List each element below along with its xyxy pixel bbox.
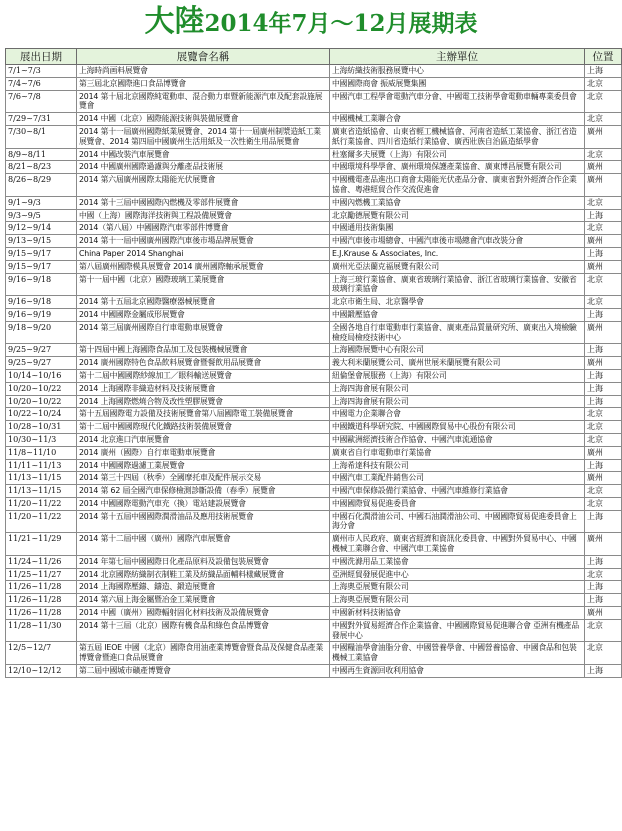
exhibition-name-cell: 2014 中國（廣州）國際輻射固化材料技術及設備展覽會 xyxy=(77,607,330,620)
organizer-cell: 中國內燃機工業協會 xyxy=(330,196,585,209)
location-cell: 上海 xyxy=(585,395,622,408)
date-cell: 9/1~9/3 xyxy=(6,196,77,209)
organizer-cell: 上海國際展覽中心有限公司 xyxy=(330,344,585,357)
location-cell: 北京 xyxy=(585,619,622,642)
date-cell: 9/25~9/27 xyxy=(6,344,77,357)
organizer-cell: 中國汽車工業配件銷售公司 xyxy=(330,472,585,485)
exhibition-name-cell: 2014 中國國際電動汽車充（換）電站建設展覽會 xyxy=(77,497,330,510)
date-cell: 7/30~8/1 xyxy=(6,125,77,148)
exhibition-name-cell: 第二屆中國城市礦產博覽會 xyxy=(77,665,330,678)
exhibition-name-cell: 2014 第十三屆（北京）國際有機食品和綠色食品博覽會 xyxy=(77,619,330,642)
title-region: 大陸 xyxy=(144,4,205,39)
table-row xyxy=(6,421,622,434)
date-cell: 10/20~10/22 xyxy=(6,382,77,395)
table-row xyxy=(6,308,622,321)
exhibition-name-cell: 2014 第六屆廣州國際太陽能光伏展覽會 xyxy=(77,174,330,197)
date-cell: 7/1~7/3 xyxy=(6,65,77,78)
location-cell: 上海 xyxy=(585,581,622,594)
exhibition-name-cell: 2014 第三屆廣州國際自行車電動車展覽會 xyxy=(77,321,330,344)
date-cell: 11/11~11/13 xyxy=(6,459,77,472)
date-cell: 9/18~9/20 xyxy=(6,321,77,344)
date-cell: 11/25~11/27 xyxy=(6,568,77,581)
date-cell: 9/16~9/18 xyxy=(6,296,77,309)
exhibition-name-cell: 2014 第十一屆中國廣州國際汽車後市場品牌展覽會 xyxy=(77,235,330,248)
page-title xyxy=(0,0,622,44)
organizer-cell: 全國各地自行車電動車行業協會、廣東產品質量研究所、廣東出入境檢驗檢疫局檢疫技術中心 xyxy=(330,321,585,344)
location-cell: 北京 xyxy=(585,113,622,126)
date-cell: 11/8~11/10 xyxy=(6,446,77,459)
location-cell: 北京 xyxy=(585,497,622,510)
organizer-cell: 中國新材料技術協會 xyxy=(330,607,585,620)
location-cell: 廣州 xyxy=(585,125,622,148)
location-cell: 上海 xyxy=(585,459,622,472)
organizer-cell: 中國糧油學會油脂分會、中國營養學會、中國營養協會、中國食品和包裝機械工業協會 xyxy=(330,642,585,665)
location-cell: 北京 xyxy=(585,77,622,90)
organizer-cell: 北京市衛生局、北京醫學會 xyxy=(330,296,585,309)
table-row xyxy=(6,555,622,568)
location-cell: 廣州 xyxy=(585,533,622,556)
organizer-cell: 上海紡織技術服務展覽中心 xyxy=(330,65,585,78)
table-row xyxy=(6,485,622,498)
date-cell: 7/6~7/8 xyxy=(6,90,77,113)
date-cell: 11/28~11/30 xyxy=(6,619,77,642)
date-cell: 11/26~11/28 xyxy=(6,594,77,607)
exhibition-name-cell: 2014 廣州（國際）自行車電動車展覽會 xyxy=(77,446,330,459)
date-cell: 10/30~11/3 xyxy=(6,433,77,446)
table-row xyxy=(6,581,622,594)
location-cell: 上海 xyxy=(585,594,622,607)
date-cell: 9/15~9/17 xyxy=(6,260,77,273)
organizer-cell: 北京勵德展覽有限公司 xyxy=(330,209,585,222)
location-cell: 北京 xyxy=(585,485,622,498)
location-cell: 廣州 xyxy=(585,321,622,344)
organizer-cell: 中國國際貿易促進委員會 xyxy=(330,497,585,510)
organizer-cell: 上海四海會展有限公司 xyxy=(330,382,585,395)
exhibition-name-cell: 2014（第八屆）中國國際汽車零部件博覽會 xyxy=(77,222,330,235)
organizer-cell: 中國再生資源回收利用協會 xyxy=(330,665,585,678)
organizer-cell: 上海奧亞展覽有限公司 xyxy=(330,594,585,607)
table-row xyxy=(6,395,622,408)
table-row xyxy=(6,209,622,222)
organizer-cell: 中國鐵道科學研究院、中國國際貿易中心股份有限公司 xyxy=(330,421,585,434)
date-cell: 9/15~9/17 xyxy=(6,247,77,260)
table-row xyxy=(6,174,622,197)
organizer-cell: 中國機電產品進出口商會太陽能光伏產品分會、廣東省對外經濟合作企業協會、粵港經貿合作交流促進會 xyxy=(330,174,585,197)
location-cell: 廣州 xyxy=(585,446,622,459)
organizer-cell: 紐倫堡會展服務（上海）有限公司 xyxy=(330,369,585,382)
table-row xyxy=(6,296,622,309)
organizer-cell: 上海三玻行業協會、廣東省玻璃行業協會、浙江省玻璃行業協會、安徽省玻璃行業協會 xyxy=(330,273,585,296)
organizer-cell: 中國汽車後市場總會、中國汽車後市場總會汽車改裝分會 xyxy=(330,235,585,248)
organizer-cell: 中國鍛壓協會 xyxy=(330,308,585,321)
location-cell: 北京 xyxy=(585,90,622,113)
date-cell: 9/16~9/18 xyxy=(6,273,77,296)
exhibition-name-cell: 2014 第十五屆北京國際醫療器械展覽會 xyxy=(77,296,330,309)
location-cell: 廣州 xyxy=(585,607,622,620)
location-cell: 廣州 xyxy=(585,357,622,370)
exhibition-name-cell: 2014 中國改裝汽車展覽會 xyxy=(77,148,330,161)
date-cell: 7/4~7/6 xyxy=(6,77,77,90)
date-cell: 11/26~11/28 xyxy=(6,581,77,594)
exhibition-name-cell: 2014 北京國際紡織制衣制鞋工業及紡織品面輔料樣藏展覽會 xyxy=(77,568,330,581)
location-cell: 北京 xyxy=(585,273,622,296)
table-row xyxy=(6,260,622,273)
exhibition-name-cell: 2014 第十屆北京國際純電動車、混合動力車暨新能源汽車及配套設施展覽會 xyxy=(77,90,330,113)
organizer-cell: 中國對外貿易經濟合作企業協會、中國國際貿易促進聯合會 亞洲有機產品發展中心 xyxy=(330,619,585,642)
location-cell: 廣州 xyxy=(585,161,622,174)
organizer-cell: 中國洗滌用品工業協會 xyxy=(330,555,585,568)
header-exhibition-name: 展覽會名稱 xyxy=(77,49,330,65)
table-row xyxy=(6,125,622,148)
exhibition-name-cell: 2014 第三十四屆（秋季）全國摩托車及配件展示交易 xyxy=(77,472,330,485)
table-row xyxy=(6,235,622,248)
exhibition-name-cell: 2014 上海國際壓鑄、鑄造、鍛造展覽會 xyxy=(77,581,330,594)
table-row xyxy=(6,568,622,581)
table-row xyxy=(6,619,622,642)
exhibition-name-cell: 2014 第十三屆中國國際內燃機及零部件展覽會 xyxy=(77,196,330,209)
table-row xyxy=(6,148,622,161)
exhibition-table xyxy=(5,48,622,678)
table-row xyxy=(6,90,622,113)
location-cell: 上海 xyxy=(585,555,622,568)
exhibition-name-cell: China Paper 2014 Shanghai xyxy=(77,247,330,260)
location-cell: 北京 xyxy=(585,421,622,434)
location-cell: 北京 xyxy=(585,148,622,161)
organizer-cell: 廣東省自行車電動車行業協會 xyxy=(330,446,585,459)
table-row xyxy=(6,161,622,174)
table-row xyxy=(6,273,622,296)
organizer-cell: 上海奧亞展覽有限公司 xyxy=(330,581,585,594)
location-cell: 北京 xyxy=(585,408,622,421)
organizer-cell: 中國汽車工程學會電動汽車分會、中國電工技術學會電動車輛專業委員會 xyxy=(330,90,585,113)
table-row xyxy=(6,65,622,78)
date-cell: 8/21~8/23 xyxy=(6,161,77,174)
location-cell: 北京 xyxy=(585,222,622,235)
date-cell: 11/24~11/26 xyxy=(6,555,77,568)
exhibition-name-cell: 第三屆北京國際進口食品博覽會 xyxy=(77,77,330,90)
location-cell: 上海 xyxy=(585,209,622,222)
location-cell: 北京 xyxy=(585,642,622,665)
date-cell: 9/25~9/27 xyxy=(6,357,77,370)
organizer-cell: 廣州光亞法蘭克福展覽有限公司 xyxy=(330,260,585,273)
exhibition-name-cell: 2014 第十五屆中國國際潤滑油品及應用技術展覽會 xyxy=(77,510,330,533)
exhibition-name-cell: 第五屆 IEOE 中國（北京）國際食用油產業博覽會暨食品及保健食品產業博覽會暨進口食品展覽會 xyxy=(77,642,330,665)
location-cell: 北京 xyxy=(585,196,622,209)
organizer-cell: 中國通用技術集團 xyxy=(330,222,585,235)
organizer-cell: 亞洲經貿發展促進中心 xyxy=(330,568,585,581)
date-cell: 9/13~9/15 xyxy=(6,235,77,248)
organizer-cell: 廣東省造紙協會、山東省輕工機械協會、河南省造紙工業協會、浙江省造紙行業協會、四川省造紙行業協會、廣西壯族自治區造紙學會 xyxy=(330,125,585,148)
date-cell: 12/10~12/12 xyxy=(6,665,77,678)
exhibition-name-cell: 2014 北京進口汽車展覽會 xyxy=(77,433,330,446)
location-cell: 北京 xyxy=(585,433,622,446)
exhibition-name-cell: 第十四屆中國上海國際食品加工及包裝機械展覽會 xyxy=(77,344,330,357)
header-location: 位置 xyxy=(585,49,622,65)
date-cell: 11/13~11/15 xyxy=(6,485,77,498)
location-cell: 廣州 xyxy=(585,260,622,273)
location-cell: 北京 xyxy=(585,296,622,309)
exhibition-name-cell: 第十二屆中國國際紗線加工／眼科輸送展覽會 xyxy=(77,369,330,382)
table-row xyxy=(6,446,622,459)
date-cell: 9/16~9/19 xyxy=(6,308,77,321)
organizer-cell: 義大利米蘭展覽公司、廣州世展米蘭展覽有限公司 xyxy=(330,357,585,370)
date-cell: 9/3~9/5 xyxy=(6,209,77,222)
exhibition-name-cell: 2014 廣州國際特色食品飲料展覽會暨餐飲用品展覽會 xyxy=(77,357,330,370)
table-header-row xyxy=(6,49,622,65)
date-cell: 7/29~7/31 xyxy=(6,113,77,126)
table-row xyxy=(6,344,622,357)
date-cell: 10/14~10/16 xyxy=(6,369,77,382)
location-cell: 上海 xyxy=(585,308,622,321)
organizer-cell: 上海四海會展有限公司 xyxy=(330,395,585,408)
table-row xyxy=(6,382,622,395)
table-row xyxy=(6,321,622,344)
exhibition-name-cell: 第十五屆國際電力設備及技術展覽會第八屆國際電工裝備展覽會 xyxy=(77,408,330,421)
organizer-cell: E.J.Krause & Associates, Inc. xyxy=(330,247,585,260)
location-cell: 上海 xyxy=(585,247,622,260)
organizer-cell: 中國石化潤滑油公司、中國石油潤滑油公司、中國國際貿易促進委員會上海分會 xyxy=(330,510,585,533)
table-row xyxy=(6,665,622,678)
organizer-cell: 中國環境科學學會、廣州環境保護產業協會、廣東博昌展覽有限公司 xyxy=(330,161,585,174)
location-cell: 上海 xyxy=(585,665,622,678)
exhibition-name-cell: 第十二屆中國國際現代化鐵路技術裝備展覽會 xyxy=(77,421,330,434)
table-row xyxy=(6,222,622,235)
table-row xyxy=(6,497,622,510)
date-cell: 12/5~12/7 xyxy=(6,642,77,665)
location-cell: 北京 xyxy=(585,568,622,581)
exhibition-name-cell: 2014 第六屆上海金屬暨冶金工業展覽會 xyxy=(77,594,330,607)
exhibition-name-cell: 2014 年第七屆中國國際日化產品原料及設備包裝展覽會 xyxy=(77,555,330,568)
exhibition-name-cell: 上海時尚画料展覽會 xyxy=(77,65,330,78)
date-cell: 11/13~11/15 xyxy=(6,472,77,485)
exhibition-name-cell: 2014 上海國際燃燒合物及改性塑膠展覽會 xyxy=(77,395,330,408)
table-row xyxy=(6,510,622,533)
location-cell: 上海 xyxy=(585,344,622,357)
table-row xyxy=(6,472,622,485)
location-cell: 上海 xyxy=(585,65,622,78)
table-row xyxy=(6,433,622,446)
table-row xyxy=(6,594,622,607)
organizer-cell: 中國歐洲經濟技術合作協會、中國汽車流通協會 xyxy=(330,433,585,446)
table-row xyxy=(6,459,622,472)
organizer-cell: 上海希達科技有限公司 xyxy=(330,459,585,472)
date-cell: 11/20~11/22 xyxy=(6,497,77,510)
exhibition-name-cell: 2014 第十一屆廣州國際紙業展覽會、2014 第十一屆廣州制漿造紙工業展覽會、2014 第四屆中國廣州生活用紙及一次性衛生用品展覽會 xyxy=(77,125,330,148)
table-body xyxy=(6,65,622,678)
exhibition-name-cell: 2014 上海國際非織造材料及技術展覽會 xyxy=(77,382,330,395)
organizer-cell: 中國汽車保修設備行業協會、中國汽車維修行業協會 xyxy=(330,485,585,498)
table-row xyxy=(6,369,622,382)
exhibition-name-cell: 中國（上海）國際海洋技術與工程設備展覽會 xyxy=(77,209,330,222)
date-cell: 10/22~10/24 xyxy=(6,408,77,421)
location-cell: 上海 xyxy=(585,382,622,395)
exhibition-name-cell: 2014 中國國際金屬成形展覽會 xyxy=(77,308,330,321)
table-row xyxy=(6,196,622,209)
location-cell: 上海 xyxy=(585,510,622,533)
date-cell: 9/12~9/14 xyxy=(6,222,77,235)
location-cell: 廣州 xyxy=(585,174,622,197)
location-cell: 廣州 xyxy=(585,235,622,248)
exhibition-name-cell: 第十一屆中國（北京）國際玻璃工業展覽會 xyxy=(77,273,330,296)
title-period: 2014年7月～12月展期表 xyxy=(204,10,478,37)
table-row xyxy=(6,247,622,260)
header-date: 展出日期 xyxy=(6,49,77,65)
date-cell: 8/26~8/29 xyxy=(6,174,77,197)
date-cell: 10/20~10/22 xyxy=(6,395,77,408)
location-cell: 上海 xyxy=(585,369,622,382)
exhibition-name-cell: 2014 中國國際過濾工業展覽會 xyxy=(77,459,330,472)
table-row xyxy=(6,357,622,370)
date-cell: 11/21~11/29 xyxy=(6,533,77,556)
table-row xyxy=(6,77,622,90)
table-row xyxy=(6,607,622,620)
header-organizer: 主辦單位 xyxy=(330,49,585,65)
organizer-cell: 中國機械工業聯合會 xyxy=(330,113,585,126)
exhibition-name-cell: 2014 中國（北京）國際能源技術與裝備展覽會 xyxy=(77,113,330,126)
exhibition-name-cell: 第八屆廣州國際模具展覽會 2014 廣州國際軸承展覽會 xyxy=(77,260,330,273)
date-cell: 11/20~11/22 xyxy=(6,510,77,533)
exhibition-name-cell: 2014 第 62 屆全國汽車保修檢測診斷設備（春季）展覽會 xyxy=(77,485,330,498)
table-row xyxy=(6,533,622,556)
date-cell: 11/26~11/28 xyxy=(6,607,77,620)
exhibition-name-cell: 2014 第十二屆中國（廣州）國際汽車展覽會 xyxy=(77,533,330,556)
organizer-cell: 中國國際商會 振威展覽集團 xyxy=(330,77,585,90)
organizer-cell: 杜塞爾多夫展覽（上海）有限公司 xyxy=(330,148,585,161)
organizer-cell: 廣州市人民政府、廣東省經濟和資訊化委員會、中國對外貿易中心、中國機械工業聯合會、中國汽車工業協會 xyxy=(330,533,585,556)
date-cell: 8/9~8/11 xyxy=(6,148,77,161)
exhibition-name-cell: 2014 中國廣州國際過濾與分離產品技術展 xyxy=(77,161,330,174)
table-row xyxy=(6,642,622,665)
organizer-cell: 中國電力企業聯合會 xyxy=(330,408,585,421)
date-cell: 10/28~10/31 xyxy=(6,421,77,434)
location-cell: 廣州 xyxy=(585,472,622,485)
table-row xyxy=(6,408,622,421)
table-row xyxy=(6,113,622,126)
